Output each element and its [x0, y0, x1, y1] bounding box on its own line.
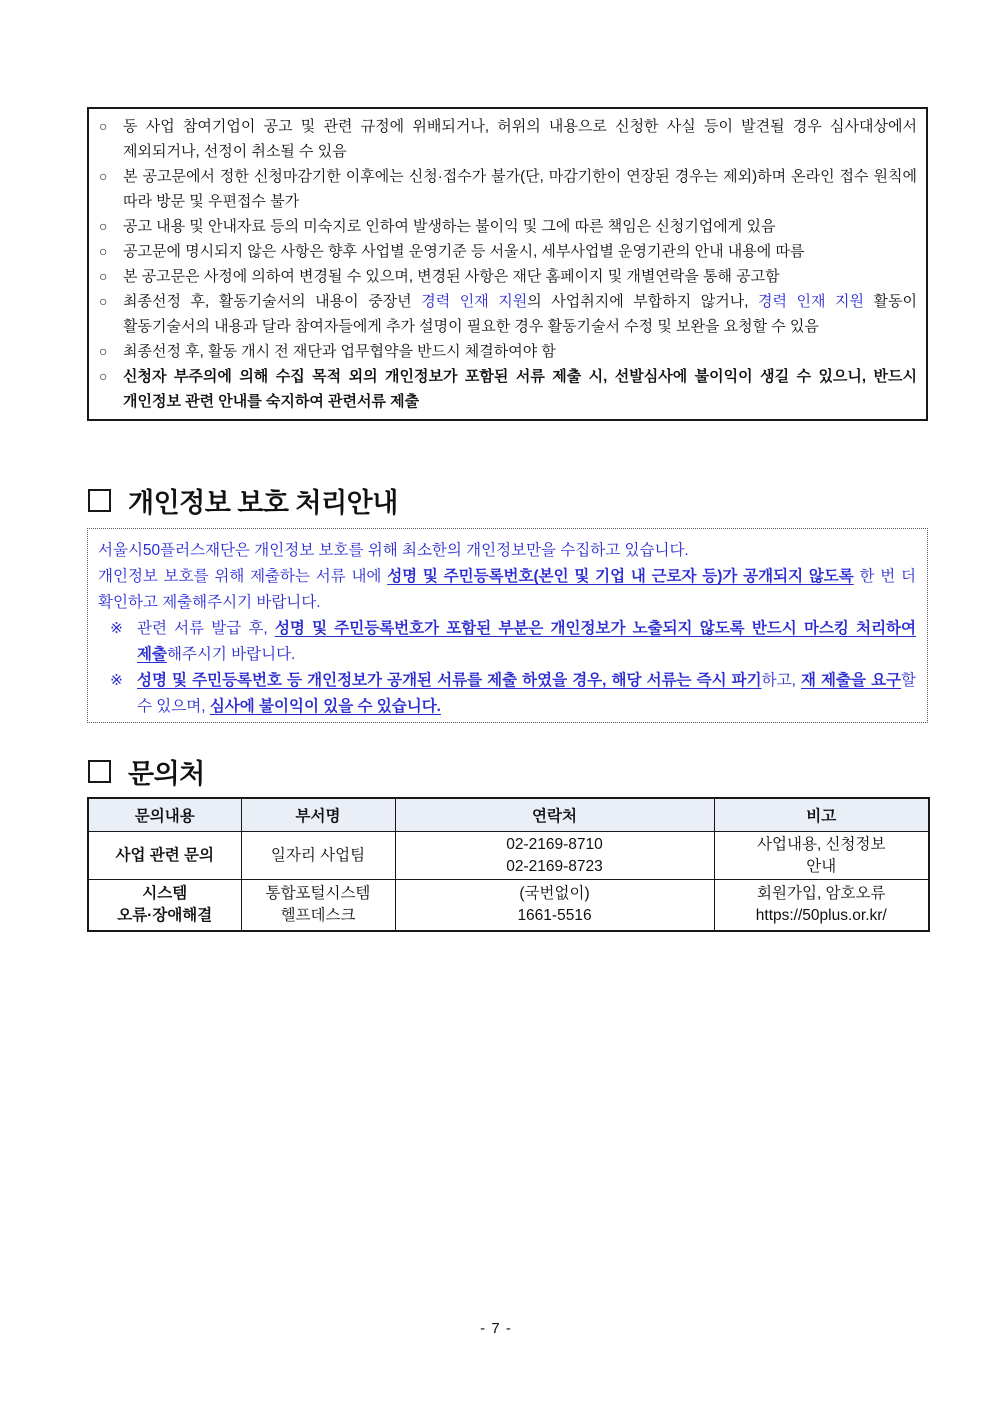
phone-number: 1661-5516 — [517, 907, 592, 924]
circle-bullet-icon: ○ — [99, 243, 108, 259]
text-segment-highlight: 경력 인재 지원 — [757, 293, 864, 310]
cell-text: 사업내용, 신청정보 — [757, 835, 886, 853]
notice-item — [94, 339, 917, 364]
contact-table — [87, 797, 930, 932]
privacy-box — [87, 528, 928, 723]
notice-item — [94, 214, 917, 239]
circle-bullet-icon: ○ — [99, 118, 108, 134]
column-header: 부서명 — [241, 798, 395, 832]
column-header: 문의내용 — [88, 798, 241, 832]
cell-category — [88, 880, 241, 932]
text-segment-emphasis: 성명 및 주민등록번호가 포함된 부분은 개인정보가 노출되지 않도록 반드시 마스킹 처리하여 제출 — [137, 620, 917, 663]
privacy-section-heading — [88, 481, 398, 520]
text-segment: 관련 서류 발급 후, — [137, 620, 275, 637]
text-segment: 의 사업취지에 부합하지 않거나, — [527, 293, 758, 310]
text-segment-emphasis: 재 제출을 요구 — [800, 672, 902, 689]
notice-item — [94, 114, 917, 164]
text-segment-highlight: 경력 인재 지원 — [421, 293, 528, 310]
cell-note — [714, 880, 929, 932]
section-square-icon — [88, 760, 111, 783]
cell-text: 일자리 사업팀 — [270, 846, 366, 864]
notice-item-text: 본 공고문은 사정에 의하여 변경될 수 있으며, 변경된 사항은 재단 홈페이지 및 개별연락을 통해 공고함 — [123, 268, 780, 285]
table-row — [88, 832, 929, 880]
notice-box — [87, 107, 928, 421]
cell-department — [241, 832, 395, 880]
notice-item — [94, 164, 917, 214]
notice-item-text: 공고문에 명시되지 않은 사항은 향후 사업별 운영기준 등 서울시, 세부사업별 운영기관의 안내 내용에 따름 — [123, 243, 805, 260]
table-header-row — [88, 798, 929, 832]
section-square-icon — [88, 489, 111, 512]
text-segment: 해주시기 바랍니다. — [166, 646, 296, 663]
notice-item — [94, 364, 917, 414]
cell-contact — [395, 880, 714, 932]
circle-bullet-icon: ○ — [99, 168, 108, 184]
reference-mark-icon: ※ — [110, 672, 123, 689]
text-segment: 활동이 활동기술서의 내용과 달라 참여자들에게 추가 설명이 필요한 경우 활동기술서 수정 및 보완을 요청할 수 있음 — [123, 293, 918, 335]
cell-department — [241, 880, 395, 932]
privacy-note2 — [98, 668, 916, 720]
text-segment: 하고, — [761, 672, 801, 689]
cell-text: 회원가입, 암호오류 — [757, 885, 886, 902]
cell-text: 헬프데스크 — [280, 907, 356, 924]
notice-item-text: 본 공고문에서 정한 신청마감기한 이후에는 신청·접수가 불가(단, 마감기한이 연장된 경우는 제외)하며 온라인 접수 원칙에 따라 방문 및 우편접수 불가 — [123, 168, 917, 210]
text-segment: 서울시50플러스재단은 개인정보 보호를 위해 최소한의 개인정보만을 수집하고 있습니다. — [98, 542, 689, 559]
page-number: - 7 - — [480, 1320, 512, 1337]
cell-text: 안내 — [806, 857, 837, 875]
privacy-para2 — [98, 564, 916, 616]
column-header: 연락처 — [395, 798, 714, 832]
contact-section-title: 문의처 — [128, 759, 205, 789]
privacy-section-title: 개인정보 보호 처리안내 — [128, 488, 398, 518]
privacy-note1 — [98, 616, 916, 668]
cell-text: 시스템 — [142, 885, 188, 902]
notice-item-text: 신청자 부주의에 의해 수집 목적 외의 개인정보가 포함된 서류 제출 시, 선발심사에 불이익이 생길 수 있으니, 반드시 개인정보 관련 안내를 숙지하여 관련서류 제출 — [123, 368, 917, 410]
website-url: https://50plus.or.kr/ — [755, 907, 887, 924]
table-row — [88, 880, 929, 932]
circle-bullet-icon: ○ — [99, 268, 108, 284]
cell-text: 오류·장애해결 — [117, 907, 213, 924]
privacy-note1-text — [137, 616, 916, 668]
cell-contact — [395, 832, 714, 880]
notice-item — [94, 239, 917, 264]
circle-bullet-icon: ○ — [99, 293, 108, 309]
text-segment-emphasis: 심사에 불이익이 있을 수 있습니다. — [209, 698, 441, 715]
cell-category — [88, 832, 241, 880]
text-segment: 최종선정 후, 활동기술서의 내용이 중장년 — [123, 293, 422, 310]
notice-item-text: 최종선정 후, 활동 개시 전 재단과 업무협약을 반드시 체결하여야 함 — [123, 343, 556, 360]
notice-item — [94, 289, 917, 339]
column-header: 비고 — [714, 798, 929, 832]
cell-note — [714, 832, 929, 880]
text-segment: 개인정보 보호를 위해 제출하는 서류 내에 — [98, 568, 388, 585]
text-segment-emphasis: 성명 및 주민등록번호 등 개인정보가 공개된 서류를 제출 하였을 경우, 해당 서류는 즉시 파기 — [137, 672, 762, 689]
text-segment: 한 번 더 확인하고 제출해주시기 바랍니다. — [98, 568, 916, 611]
phone-number: 02-2169-8723 — [506, 857, 603, 875]
text-segment-emphasis: 성명 및 주민등록번호(본인 및 기업 내 근로자 등)가 공개되지 않도록 — [387, 568, 854, 585]
phone-number: 02-2169-8710 — [506, 835, 603, 853]
contact-section-heading — [88, 752, 205, 791]
privacy-note2-text — [137, 668, 916, 720]
circle-bullet-icon: ○ — [99, 343, 108, 359]
circle-bullet-icon: ○ — [99, 218, 108, 234]
cell-text: 통합포털시스템 — [265, 885, 371, 902]
circle-bullet-icon: ○ — [99, 368, 108, 384]
cell-text: 사업 관련 문의 — [115, 846, 214, 864]
notice-item — [94, 264, 917, 289]
notice-item-text: 공고 내용 및 안내자료 등의 미숙지로 인하여 발생하는 불이익 및 그에 따른 책임은 신청기업에게 있음 — [123, 218, 776, 235]
notice-item-text: 동 사업 참여기업이 공고 및 관련 규정에 위배되거나, 허위의 내용으로 신청한 사실 등이 발견될 경우 심사대상에서 제외되거나, 선정이 취소될 수 있음 — [123, 118, 917, 160]
cell-text: (국번없이) — [519, 885, 590, 902]
notice-item-text — [123, 289, 917, 339]
text-segment: 할 수 있으며, — [137, 672, 917, 715]
reference-mark-icon: ※ — [110, 620, 123, 637]
privacy-para1 — [98, 538, 916, 564]
